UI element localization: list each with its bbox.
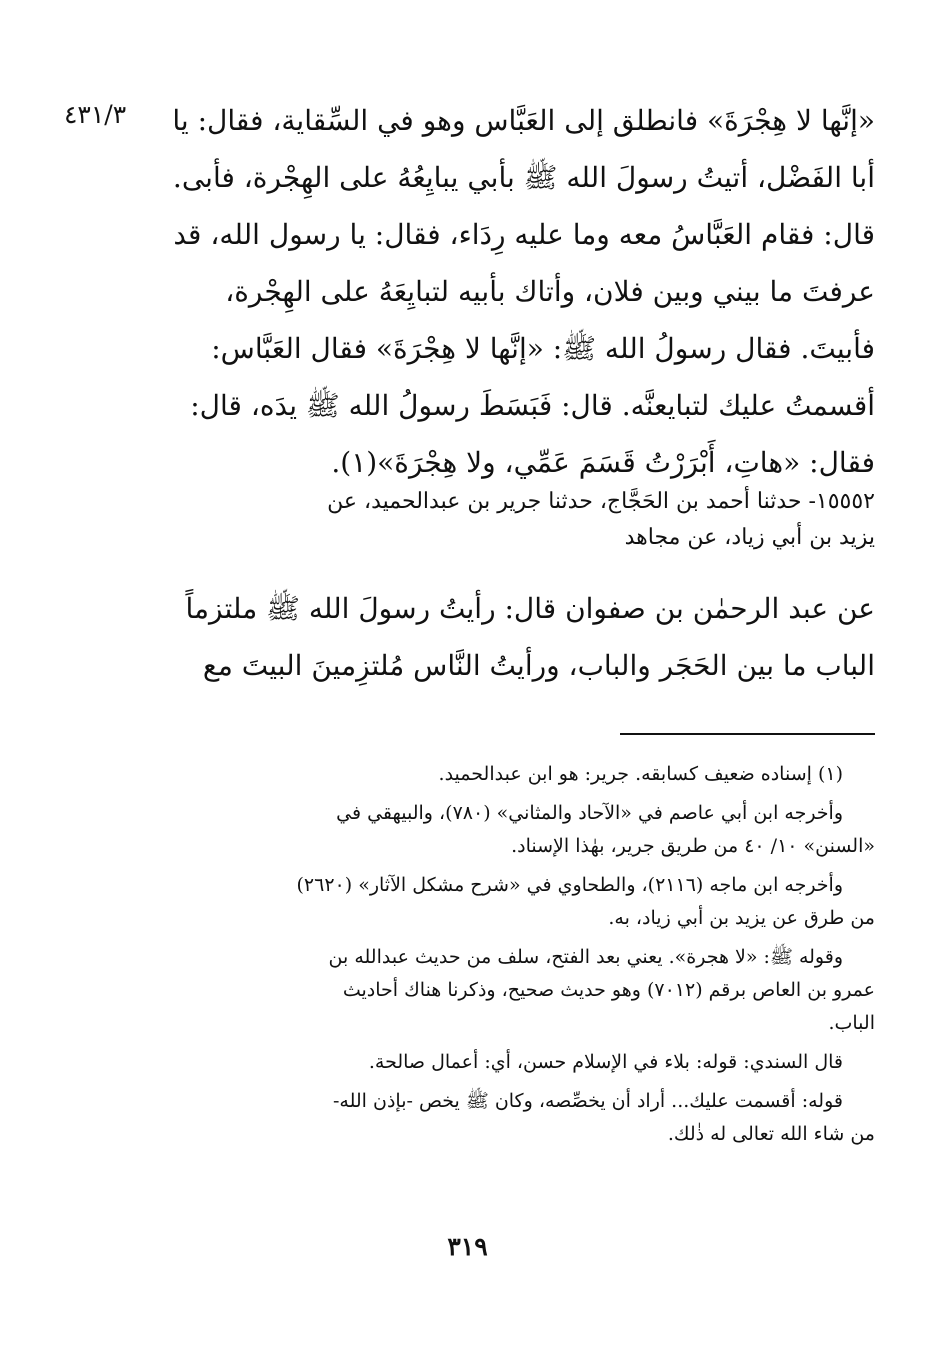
isnad-chain-block [180,484,875,556]
isnad-line: ١٥٥٥٢- حدثنا أحمد بن الحَجَّاج، حدثنا جرير بن عبدالحميد، عن [327,489,875,514]
footnote-separator [620,733,875,735]
footnote-line: «السنن» ١٠/ ٤٠ من طريق جرير، بهٰذا الإسناد. [511,835,875,857]
footnote-line: عمرو بن العاص برقم (٧٠١٢) وهو حديث صحيح، وذكرنا هناك أحاديث [342,979,875,1001]
footnote-line: وقوله ﷺ: «لا هجرة». يعني بعد الفتح، سلف من حديث عبدالله بن [328,946,843,968]
text-line: أبا الفَضْل، أتيتُ رسولَ الله ﷺ بأبي يبايِعُهُ على الهِجْرة، فأبى. [172,161,875,194]
text-line: عن عبد الرحمٰن بن صفوان قال: رأيتُ رسولَ الله ﷺ ملتزماً [185,592,875,625]
text-line: الباب ما بين الحَجَر والباب، ورأيتُ النَّاس مُلتزِمينَ البيتَ مع [202,649,875,682]
footnote-paragraph [175,758,875,791]
footnote-line: الباب. [828,1012,875,1034]
page-number: ٣١٩ [447,1232,488,1261]
isnad-line: يزيد بن أبي زياد، عن مجاهد [624,525,875,550]
footnote-paragraph [175,797,875,863]
footnote-line: قال السندي: قوله: بلاء في الإسلام حسن، أي: أعمال صالحة. [368,1051,843,1073]
footnote-line: وأخرجه ابن ماجه (٢١١٦)، والطحاوي في «شرح مشكل الآثار» (٢٦٢٠) [296,874,843,896]
text-line: فأبيتَ. فقال رسولُ الله ﷺ: «إنَّها لا هِجْرَةَ» فقال العَبَّاس: [211,332,875,365]
footnote-paragraph [175,1046,875,1079]
text-line: قال: فقام العَبَّاسُ معه وما عليه رِدَاء، فقال: يا رسول الله، قد [173,218,875,251]
hadith-matn-block [155,580,875,694]
footnote-line: قوله: أقسمت عليك... أراد أن يخصِّصه، وكان ﷺ يخص -بإذن الله- [333,1090,843,1112]
footnote-line: من شاء الله تعالى له ذٰلك. [667,1123,875,1145]
footnote-paragraph [175,1085,875,1151]
footnote-line: من طرق عن يزيد بن أبي زياد، به. [608,907,875,929]
footnote-paragraph [175,869,875,935]
footnote-paragraph [175,941,875,1040]
footnotes-section [175,758,875,1157]
footnote-line: (١) إسناده ضعيف كسابقه. جرير: هو ابن عبدالحميد. [438,763,843,785]
hadith-text-block [155,92,875,491]
volume-page-reference: ٤٣١/٣ [64,100,127,129]
text-line: أقسمتُ عليك لتبايعنَّه. قال: فَبَسَطَ رسولُ الله ﷺ يدَه، قال: [190,389,875,422]
footnote-line: وأخرجه ابن أبي عاصم في «الآحاد والمثاني» (٧٨٠)، والبيهقي في [336,802,843,824]
text-line: فقال: «هاتِ، أَبْرَرْتُ قَسَمَ عَمِّي، ولا هِجْرَةَ»(١). [331,446,875,479]
text-line: عرفتَ ما بيني وبين فلان، وأتاك بأبيه لتبايِعَهُ على الهِجْرة، [225,275,875,308]
text-line: «إنَّها لا هِجْرَةَ» فانطلق إلى العَبَّاس وهو في السِّقاية، فقال: يا [172,104,875,137]
